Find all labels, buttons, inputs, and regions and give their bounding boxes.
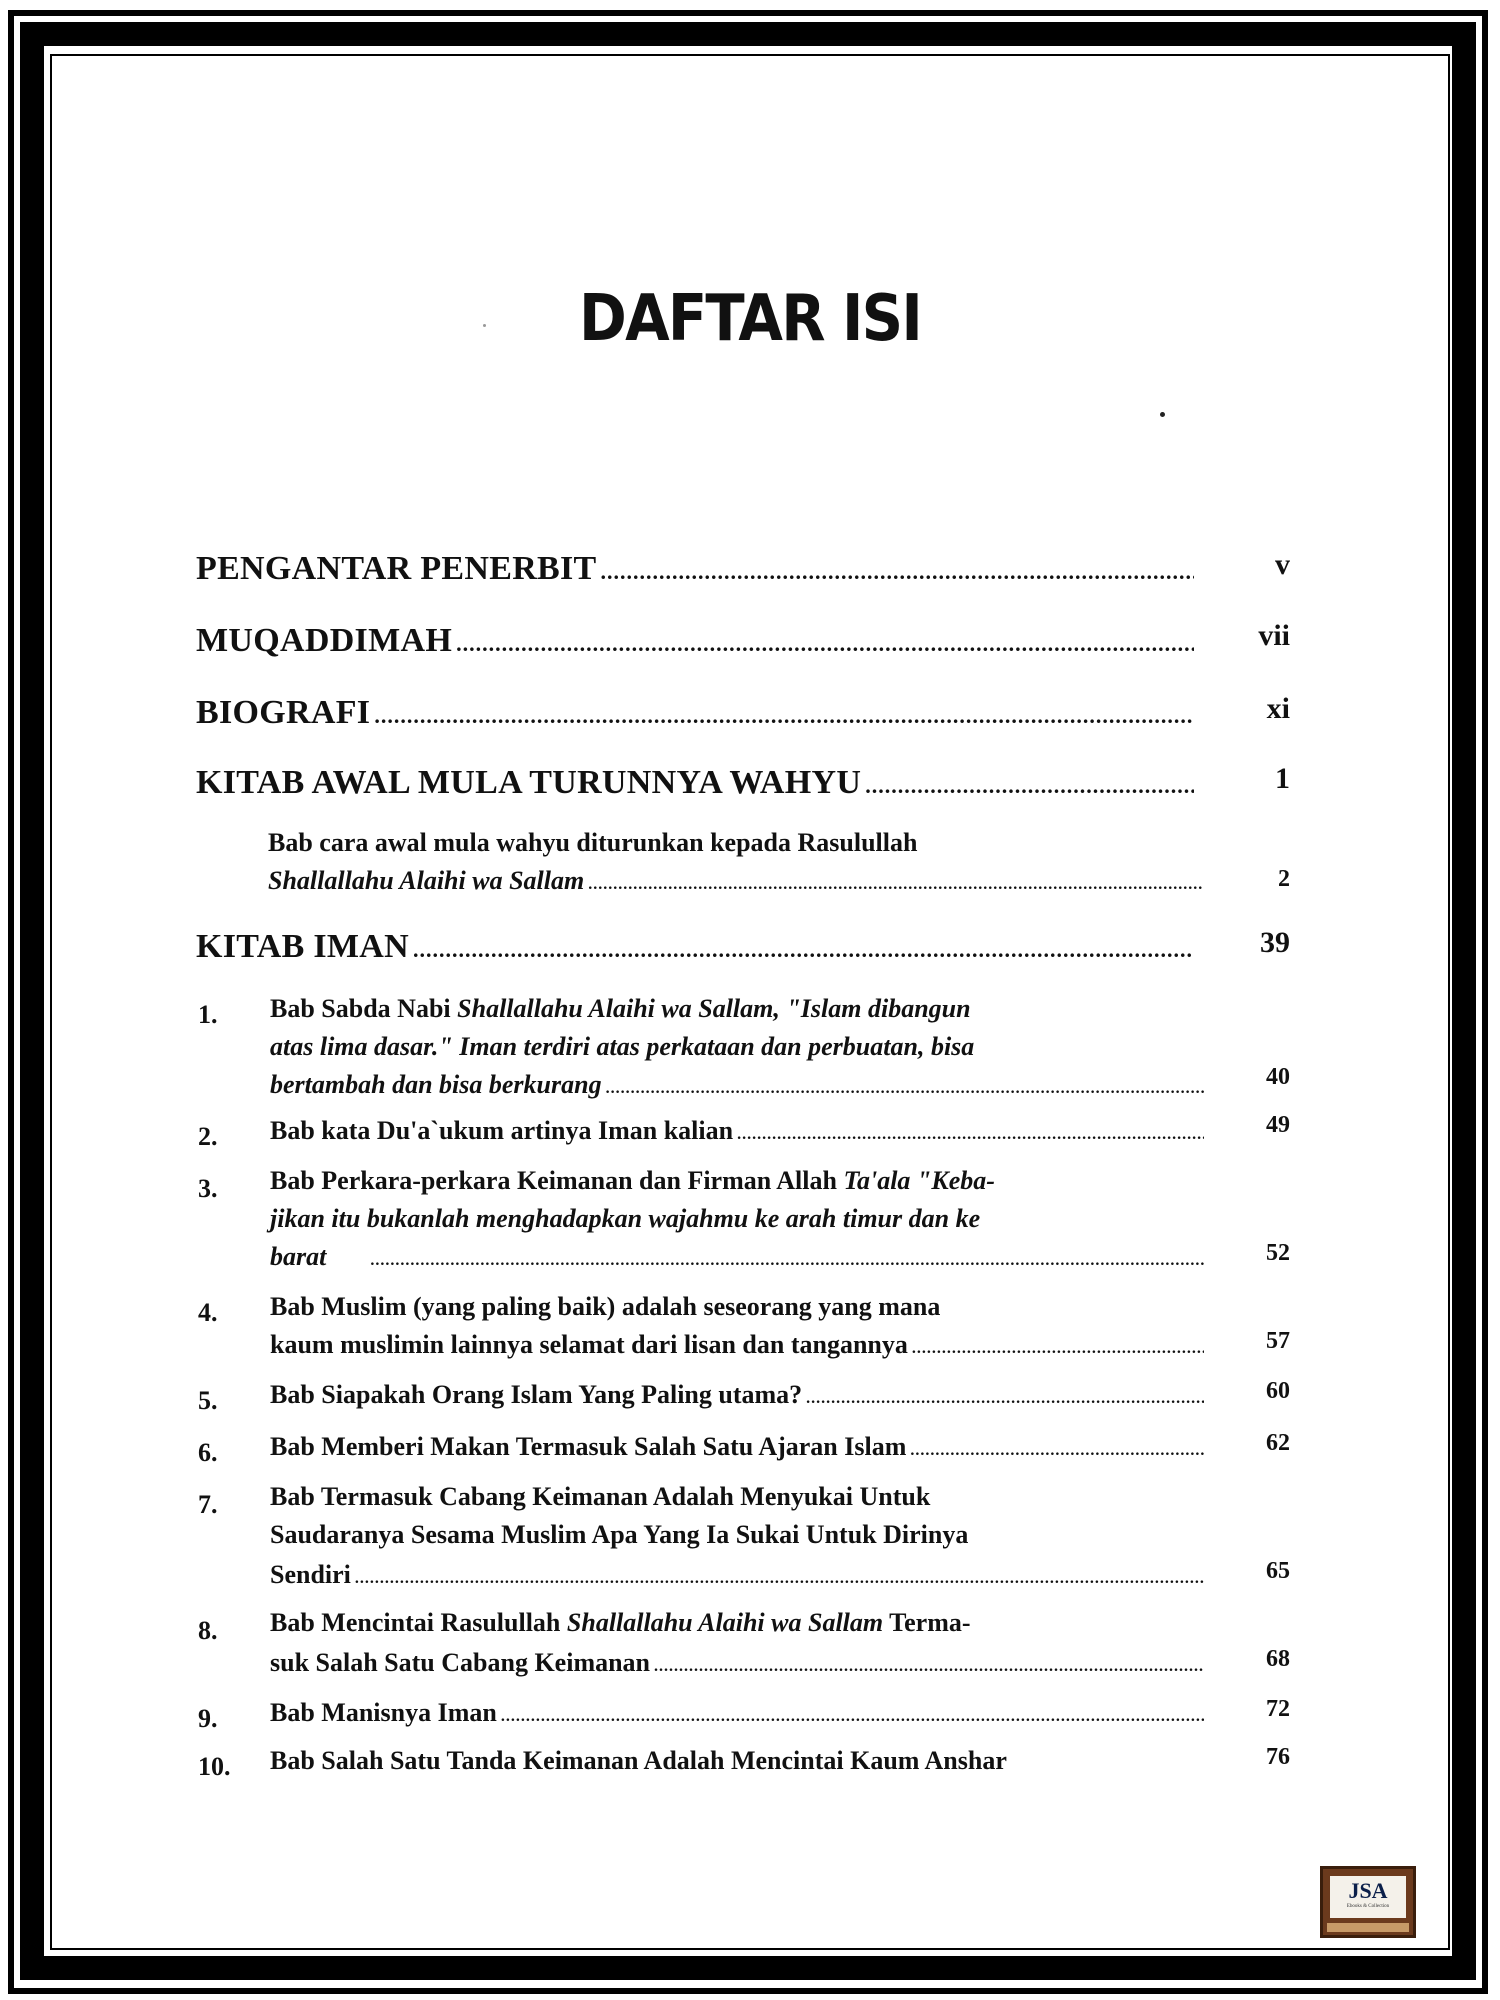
toc-entry-label: PENGANTAR PENERBIT bbox=[196, 550, 597, 587]
toc-sub-entry-line: Bab cara awal mula wahyu diturunkan kepada Rasulullah bbox=[268, 828, 918, 857]
toc-item-line: Saudaranya Sesama Muslim Apa Yang Ia Sukai Untuk Dirinya bbox=[270, 1520, 969, 1549]
leader-dots bbox=[456, 631, 1194, 657]
toc-page-number: 57 bbox=[1266, 1328, 1290, 1354]
toc-item-line: jikan itu bukanlah menghadapkan wajahmu ke arah timur dan ke bbox=[270, 1204, 981, 1233]
leader-dots bbox=[413, 937, 1194, 963]
toc-item-text: Bab Memberi Makan Termasuk Salah Satu Ajaran Islam bbox=[270, 1432, 907, 1461]
scan-speck bbox=[1160, 412, 1165, 417]
toc-sub-entry-wahyu[interactable] bbox=[268, 866, 1202, 896]
toc-item-9[interactable] bbox=[270, 1698, 1204, 1728]
toc-item-10[interactable]: Bab Salah Satu Tanda Keimanan Adalah Mencintai Kaum Anshar bbox=[270, 1746, 1007, 1775]
toc-item-6[interactable] bbox=[270, 1432, 1204, 1462]
logo-base bbox=[1327, 1923, 1409, 1932]
toc-item-5[interactable] bbox=[270, 1380, 1204, 1410]
item-number: 6. bbox=[198, 1438, 218, 1467]
leader-dots bbox=[865, 773, 1194, 799]
toc-item-text: Bab Mencintai Rasulullah bbox=[270, 1608, 567, 1637]
toc-entry-biografi[interactable] bbox=[196, 694, 1194, 732]
item-number: 3. bbox=[198, 1174, 218, 1203]
leader-dots bbox=[374, 703, 1194, 729]
toc-page-number: 1 bbox=[1275, 762, 1290, 795]
leader-dots bbox=[737, 1126, 1204, 1144]
toc-item-text-italic: Shallallahu Alaihi wa Sallam, "Islam dibangun bbox=[457, 994, 971, 1023]
toc-item-2[interactable] bbox=[270, 1116, 1204, 1146]
leader-dots bbox=[370, 1252, 1204, 1270]
toc-item-3[interactable] bbox=[270, 1242, 1204, 1272]
toc-entry-kitab-iman[interactable] bbox=[196, 928, 1194, 966]
leader-dots bbox=[912, 1340, 1204, 1358]
toc-item-line bbox=[270, 1608, 971, 1638]
leader-dots bbox=[501, 1708, 1204, 1726]
toc-page-number: 49 bbox=[1266, 1112, 1290, 1138]
toc-entry-label: KITAB AWAL MULA TURUNNYA WAHYU bbox=[196, 764, 862, 801]
leader-dots bbox=[606, 1080, 1204, 1098]
jsa-logo bbox=[1320, 1866, 1416, 1938]
toc-item-text: suk Salah Satu Cabang Keimanan bbox=[270, 1648, 651, 1677]
toc-item-line: Bab Muslim (yang paling baik) adalah seseorang yang mana bbox=[270, 1292, 941, 1321]
toc-page-number: 62 bbox=[1266, 1430, 1290, 1456]
logo-panel bbox=[1330, 1876, 1406, 1918]
toc-item-8[interactable] bbox=[270, 1648, 1204, 1678]
toc-item-text-italic: bertambah dan bisa berkurang bbox=[270, 1070, 602, 1099]
toc-page-number: 2 bbox=[1278, 866, 1290, 892]
leader-dots bbox=[355, 1570, 1204, 1588]
toc-page-number: 40 bbox=[1266, 1064, 1290, 1090]
item-number: 1. bbox=[198, 1000, 218, 1029]
toc-item-text: Bab Perkara-perkara Keimanan dan Firman Allah bbox=[270, 1166, 844, 1195]
item-number: 4. bbox=[198, 1298, 218, 1327]
toc-entry-muqaddimah[interactable] bbox=[196, 622, 1194, 660]
toc-page-number: 65 bbox=[1266, 1558, 1290, 1584]
toc-entry-label: Shallallahu Alaihi wa Sallam bbox=[268, 866, 585, 895]
leader-dots bbox=[910, 1442, 1204, 1460]
toc-item-text: Bab kata Du'a`ukum artinya Iman kalian bbox=[270, 1116, 734, 1145]
toc-item-line bbox=[270, 994, 971, 1024]
toc-page-number: 76 bbox=[1266, 1744, 1290, 1770]
toc-item-7[interactable] bbox=[270, 1560, 1204, 1590]
toc-item-text: Terma- bbox=[883, 1608, 971, 1637]
toc-item-text: Bab Siapakah Orang Islam Yang Paling utama? bbox=[270, 1380, 803, 1409]
toc-entry-label: BIOGRAFI bbox=[196, 694, 371, 731]
leader-dots bbox=[588, 876, 1202, 894]
toc-page-number: 72 bbox=[1266, 1696, 1290, 1722]
toc-item-text-italic: Shallallahu Alaihi wa Sallam bbox=[566, 1608, 884, 1637]
item-number: 2. bbox=[198, 1122, 218, 1151]
leader-dots bbox=[601, 559, 1194, 585]
toc-item-text: Bab Manisnya Iman bbox=[270, 1698, 497, 1727]
toc-item-text-italic: barat bbox=[270, 1242, 327, 1271]
toc-page-number: 68 bbox=[1266, 1646, 1290, 1672]
toc-item-line bbox=[270, 1166, 995, 1196]
toc-item-1[interactable] bbox=[270, 1070, 1204, 1100]
toc-entry-label: KITAB IMAN bbox=[196, 928, 409, 965]
toc-page-number: 52 bbox=[1266, 1240, 1290, 1266]
toc-item-text-italic: Ta'ala "Keba- bbox=[843, 1166, 995, 1195]
logo-text: JSA bbox=[1348, 1878, 1388, 1903]
toc-page-number: v bbox=[1275, 548, 1290, 581]
toc-entry-pengantar-penerbit[interactable] bbox=[196, 550, 1194, 588]
item-number: 8. bbox=[198, 1616, 218, 1645]
toc-page-number: vii bbox=[1258, 619, 1290, 652]
toc-item-4[interactable] bbox=[270, 1330, 1204, 1360]
page-title: DAFTAR ISI bbox=[579, 282, 921, 356]
toc-item-text: Bab Sabda Nabi bbox=[270, 994, 458, 1023]
toc-item-text: Sendiri bbox=[270, 1560, 351, 1589]
toc-page-number: xi bbox=[1266, 692, 1290, 725]
toc-entry-label: MUQADDIMAH bbox=[196, 622, 453, 659]
scan-speck bbox=[483, 324, 486, 327]
toc-page-number: 39 bbox=[1260, 926, 1290, 959]
logo-subtext: Ebooks & Collection bbox=[1346, 1904, 1390, 1909]
leader-dots bbox=[654, 1658, 1204, 1676]
leader-dots bbox=[806, 1390, 1204, 1408]
item-number: 7. bbox=[198, 1490, 218, 1519]
item-number: 9. bbox=[198, 1704, 218, 1733]
toc-page-number: 60 bbox=[1266, 1378, 1290, 1404]
toc-entry-kitab-awal-mula[interactable] bbox=[196, 764, 1194, 802]
toc-item-line: atas lima dasar." Iman terdiri atas perkataan dan perbuatan, bisa bbox=[270, 1032, 975, 1061]
item-number: 10. bbox=[198, 1752, 231, 1781]
toc-item-text: kaum muslimin lainnya selamat dari lisan dan tangannya bbox=[270, 1330, 908, 1359]
toc-item-line: Bab Termasuk Cabang Keimanan Adalah Menyukai Untuk bbox=[270, 1482, 931, 1511]
item-number: 5. bbox=[198, 1386, 218, 1415]
